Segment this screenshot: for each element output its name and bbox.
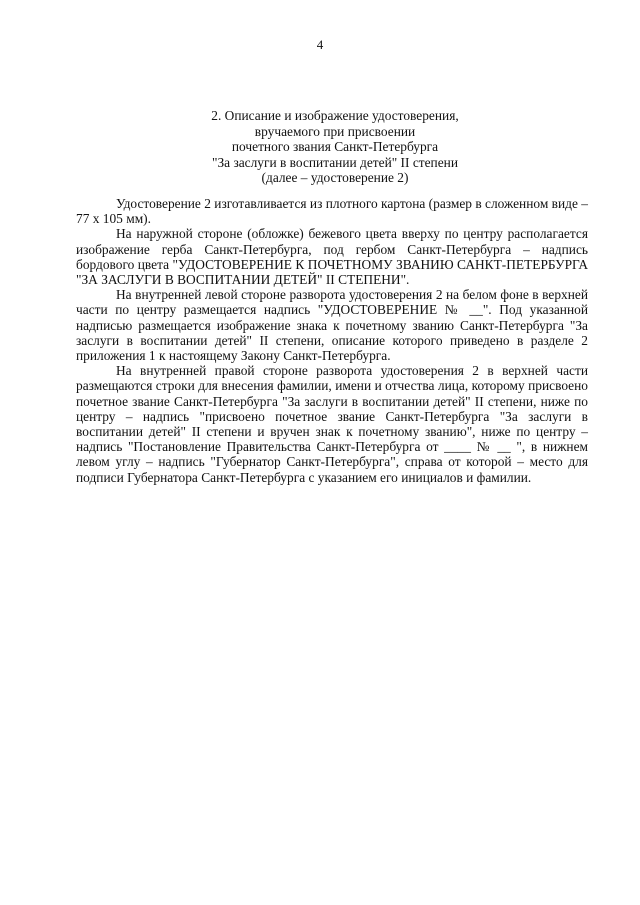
paragraph-size: Удостоверение 2 изготавливается из плотного картона (размер в сложенном виде – 77 х 105 мм). <box>76 196 588 227</box>
heading-line: почетного звания Санкт-Петербурга <box>231 139 439 155</box>
paragraph-inner-right: На внутренней правой стороне разворота удостоверения 2 в верхней части размещаются строки для внесения фамилии, имени и отчества лица, которому присвоено почетное звание Санкт-Петербурга "За заслуги в воспитании детей" II степени, ниже по центру – надпись "присвоено почетное звание Санкт-Петербурга "За заслуги в воспитании детей" II степени и вручен знак к почетному званию", ниже по центру – надпись "Постановление Правительства Санкт-Петербурга от ____ № __ ", в нижнем левом углу – надпись "Губернатор Санкт-Петербурга", справа от которой – место для подписи Губернатора Санкт-Петербурга с указанием его инициалов и фамилии. <box>76 363 588 485</box>
body-text <box>76 196 588 485</box>
heading-line: вручаемого при присвоении <box>254 123 416 139</box>
paragraph-cover: На наружной стороне (обложке) бежевого цвета вверху по центру располагается изображение герба Санкт-Петербурга, под гербом Санкт-Петербурга – надпись бордового цвета "УДОСТОВЕРЕНИЕ К ПОЧЕТНОМУ ЗВАНИЮ САНКТ-ПЕТЕРБУРГА "ЗА ЗАСЛУГИ В ВОСПИТАНИИ ДЕТЕЙ" II СТЕПЕНИ". <box>76 226 588 288</box>
section-heading <box>120 108 550 186</box>
heading-line: 2. Описание и изображение удостоверения, <box>211 108 459 123</box>
heading-line: "За заслуги в воспитании детей" II степени <box>211 154 458 170</box>
page-number: 4 <box>316 37 324 52</box>
paragraph-inner-left: На внутренней левой стороне разворота удостоверения 2 на белом фоне в верхней части по центру размещается надпись "УДОСТОВЕРЕНИЕ № __". Под указанной надписью размещается изображение знака к почетному званию Санкт-Петербурга "За заслуги в воспитании детей" II степени, описание которого приведено в разделе 2 приложения 1 к настоящему Закону Санкт-Петербурга. <box>76 287 588 364</box>
heading-line: (далее – удостоверение 2) <box>261 170 409 186</box>
